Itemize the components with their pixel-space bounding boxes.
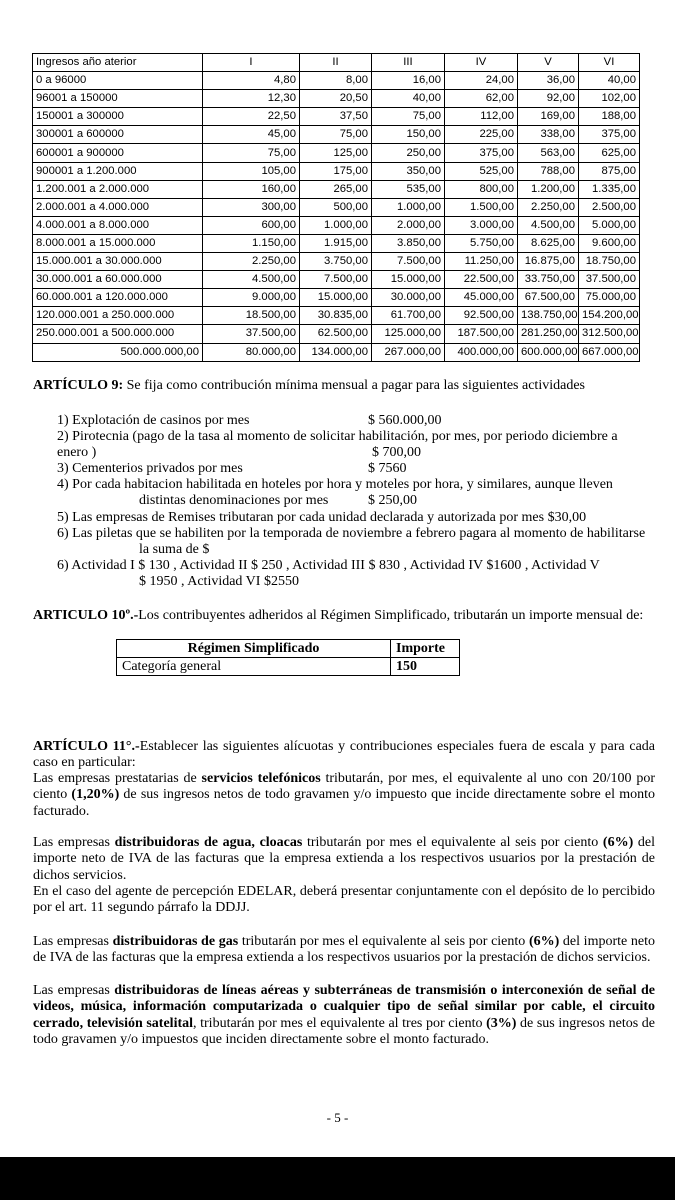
table-cell: 18.750,00	[579, 253, 640, 271]
table-cell: 1.200,00	[518, 180, 579, 198]
table-cell: 875,00	[579, 162, 640, 180]
article-10-text: Los contribuyentes adheridos al Régimen Simplificado, tributarán un importe mensual de:	[138, 608, 644, 623]
table-cell: 125.000,00	[372, 325, 445, 343]
table-header-cell: V	[518, 54, 579, 72]
table-cell: 16,00	[372, 72, 445, 90]
table-cell: 1.000,00	[372, 198, 445, 216]
text-run-bold: (6%)	[602, 835, 634, 850]
table-cell: 7.500,00	[372, 253, 445, 271]
table-cell: 1.915,00	[300, 234, 372, 252]
table-cell: 40,00	[579, 72, 640, 90]
table-cell: 12,30	[203, 90, 300, 108]
table-header-cell: Régimen Simplificado	[117, 640, 391, 658]
table-cell: 525,00	[445, 162, 518, 180]
table-cell: 500,00	[300, 198, 372, 216]
income-range-cell: 1.200.001 a 2.000.000	[33, 180, 203, 198]
table-header-row	[117, 640, 460, 658]
table-cell: 45,00	[203, 126, 300, 144]
table-cell: 8,00	[300, 72, 372, 90]
table-cell: 375,00	[445, 144, 518, 162]
table-cell: 20,50	[300, 90, 372, 108]
art9-item-2-cont: enero )	[57, 445, 97, 460]
table-cell: 563,00	[518, 144, 579, 162]
table-cell: 169,00	[518, 108, 579, 126]
art9-item-6: 6) Las piletas que se habiliten por la temporada de noviembre a febrero pagara al momento de habilitarse	[57, 526, 646, 541]
table-cell: 24,00	[445, 72, 518, 90]
table-cell: 600,00	[203, 216, 300, 234]
table-cell: 350,00	[372, 162, 445, 180]
table-cell: 102,00	[579, 90, 640, 108]
table-cell: 62.500,00	[300, 325, 372, 343]
income-range-cell: 30.000.001 a 60.000.000	[33, 271, 203, 289]
table-cell: 265,00	[300, 180, 372, 198]
table-cell: 3.000,00	[445, 216, 518, 234]
table-cell: 67.500,00	[518, 289, 579, 307]
page-number: - 5 -	[326, 1110, 349, 1125]
table-row	[33, 198, 640, 216]
table-row	[33, 72, 640, 90]
table-header-cell: Ingresos año aterior	[33, 54, 203, 72]
art11-paragraph-cable	[33, 983, 655, 1048]
table-cell: 160,00	[203, 180, 300, 198]
income-range-cell: 500.000.000,00	[33, 343, 203, 361]
art9-item-7: 6) Actividad I $ 130 , Actividad II $ 250 , Actividad III $ 830 , Actividad IV $1600 , Actividad V	[57, 558, 600, 573]
table-row	[33, 108, 640, 126]
text-run: de sus ingresos netos de todo gravamen y/o impuestos que inciden directamente sobre el monto facturado.	[33, 1015, 655, 1047]
art9-item-6-cont: la suma de $	[139, 542, 210, 557]
table-cell: 788,00	[518, 162, 579, 180]
table-header-cell: IV	[445, 54, 518, 72]
table-cell: 338,00	[518, 126, 579, 144]
table-row	[33, 216, 640, 234]
article-10-heading: ARTICULO 10º.-	[33, 608, 139, 623]
table-cell: 75,00	[203, 144, 300, 162]
article-9-intro	[33, 378, 585, 394]
text-run: , tributarán por mes el equivalente al tres por ciento	[193, 1015, 487, 1031]
income-range-cell: 250.000.001 a 500.000.000	[33, 325, 203, 343]
table-row	[33, 343, 640, 361]
table-cell: 125,00	[300, 144, 372, 162]
table-row	[33, 271, 640, 289]
text-run: Las empresas	[33, 983, 115, 998]
art9-item-4-cont: distintas denominaciones por mes	[139, 493, 329, 508]
table-cell: 36,00	[518, 72, 579, 90]
table-cell: 75,00	[372, 108, 445, 126]
article-9-heading: ARTÍCULO 9:	[33, 378, 124, 393]
table-header-cell: Importe	[391, 640, 460, 658]
table-row	[33, 234, 640, 252]
table-cell: 112,00	[445, 108, 518, 126]
table-cell: 535,00	[372, 180, 445, 198]
table-cell: 134.000,00	[300, 343, 372, 361]
income-range-cell: 60.000.001 a 120.000.000	[33, 289, 203, 307]
article-10	[33, 608, 643, 624]
table-cell: 175,00	[300, 162, 372, 180]
table-cell: 138.750,00	[518, 307, 579, 325]
table-cell: 2.250,00	[518, 198, 579, 216]
table-cell: 30.835,00	[300, 307, 372, 325]
table-cell: 18.500,00	[203, 307, 300, 325]
table-cell: 22,50	[203, 108, 300, 126]
art9-item-5: 5) Las empresas de Remises tributaran por cada unidad declarada y autorizada por mes $30,00	[57, 510, 587, 525]
table-cell: 1.500,00	[445, 198, 518, 216]
table-cell: 105,00	[203, 162, 300, 180]
text-run: tributarán, por mes, el equivalente al uno con 20/100 por ciento	[33, 771, 656, 803]
income-range-cell: 900001 a 1.200.000	[33, 162, 203, 180]
art9-item-3-amount: $ 7560	[368, 461, 407, 476]
art9-item-2: 2) Pirotecnia (pago de la tasa al momento de solicitar habilitación, por mes, por periodo diciembre a	[57, 429, 618, 444]
table-cell: 45.000,00	[445, 289, 518, 307]
text-run-bold: distribuidoras de líneas aéreas y subterráneas de transmisión o interconexión de señal de videos, música, información computarizada o cualquier tipo de señal similar por cable, el circuito cerrado, televisión satelital	[33, 983, 655, 1031]
income-range-cell: 0 a 96000	[33, 72, 203, 90]
table-cell: 16.875,00	[518, 253, 579, 271]
table-cell: 4.500,00	[518, 216, 579, 234]
table-cell: 8.625,00	[518, 234, 579, 252]
table-cell: 61.700,00	[372, 307, 445, 325]
art9-item-1-amount: $ 560.000,00	[368, 413, 442, 428]
table-cell: 187.500,00	[445, 325, 518, 343]
table-cell: 312.500,00	[579, 325, 640, 343]
table-cell: 1.335,00	[579, 180, 640, 198]
table-cell: 80.000,00	[203, 343, 300, 361]
table-cell: 7.500,00	[300, 271, 372, 289]
table-cell: 2.250,00	[203, 253, 300, 271]
table-cell: 75.000,00	[579, 289, 640, 307]
table-cell: 92,00	[518, 90, 579, 108]
income-range-cell: 150001 a 300000	[33, 108, 203, 126]
table-row	[33, 144, 640, 162]
table-cell: 1.000,00	[300, 216, 372, 234]
table-cell: 11.250,00	[445, 253, 518, 271]
income-range-cell: 4.000.001 a 8.000.000	[33, 216, 203, 234]
table-cell: 667.000,00	[579, 343, 640, 361]
art9-item-3: 3) Cementerios privados por mes	[57, 461, 243, 476]
table-cell: 2.500,00	[579, 198, 640, 216]
income-range-cell: 120.000.001 a 250.000.000	[33, 307, 203, 325]
table-cell: 15.000,00	[372, 271, 445, 289]
table-cell: 3.850,00	[372, 234, 445, 252]
income-range-cell: 8.000.001 a 15.000.000	[33, 234, 203, 252]
text-run-bold: distribuidoras de agua, cloacas	[114, 835, 303, 850]
income-range-cell: 600001 a 900000	[33, 144, 203, 162]
table-cell: 2.000,00	[372, 216, 445, 234]
table-cell: 375,00	[579, 126, 640, 144]
table-cell: 37.500,00	[579, 271, 640, 289]
income-range-cell: 2.000.001 a 4.000.000	[33, 198, 203, 216]
table-cell: 4,80	[203, 72, 300, 90]
table-cell: 188,00	[579, 108, 640, 126]
table-cell: 33.750,00	[518, 271, 579, 289]
table-cell: 225,00	[445, 126, 518, 144]
table-cell: 3.750,00	[300, 253, 372, 271]
table-cell: 267.000,00	[372, 343, 445, 361]
table-cell: 4.500,00	[203, 271, 300, 289]
art9-item-4: 4) Por cada habitacion habilitada en hoteles por hora y moteles por hora, y similares, aunque lleven	[57, 477, 613, 492]
table-cell: 92.500,00	[445, 307, 518, 325]
table-cell: 154.200,00	[579, 307, 640, 325]
table-cell: 37.500,00	[203, 325, 300, 343]
table-cell: 9.600,00	[579, 234, 640, 252]
table-row	[33, 126, 640, 144]
table-header-row	[33, 54, 640, 72]
table-cell: 62,00	[445, 90, 518, 108]
text-run: tributarán por mes el equivalente al seis por ciento	[302, 835, 603, 850]
table-cell: 22.500,00	[445, 271, 518, 289]
table-header-cell: III	[372, 54, 445, 72]
table-row	[33, 180, 640, 198]
table-cell: 281.250,00	[518, 325, 579, 343]
table-row	[33, 162, 640, 180]
table-cell: 1.150,00	[203, 234, 300, 252]
text-run-bold: distribuidoras de gas	[112, 934, 239, 949]
income-range-cell: 300001 a 600000	[33, 126, 203, 144]
table-cell: 40,00	[372, 90, 445, 108]
table-cell: 30.000,00	[372, 289, 445, 307]
table-row	[33, 289, 640, 307]
table-row	[117, 658, 460, 676]
article-11-intro	[33, 739, 655, 772]
table-cell: 150	[391, 658, 460, 676]
text-run: de sus ingresos netos de todo gravamen y/o impuesto que incide directamente sobre el monto facturado.	[33, 787, 655, 819]
art11-paragraph-gas	[33, 934, 655, 967]
text-run: Las empresas prestatarias de	[33, 771, 202, 786]
table-cell: 625,00	[579, 144, 640, 162]
text-run: tributarán por mes el equivalente al seis por ciento	[238, 934, 529, 949]
article-11-heading: ARTÍCULO 11°.-	[33, 739, 140, 754]
table-cell: 600.000,00	[518, 343, 579, 361]
table-cell: 75,00	[300, 126, 372, 144]
article-11-intro-text: Establecer las siguientes alícuotas y contribuciones especiales fuera de escala y para cada caso en particular:	[33, 739, 655, 771]
article-9-intro-text: Se fija como contribución mínima mensual a pagar para las siguientes actividades	[123, 378, 585, 393]
table-header-cell: II	[300, 54, 372, 72]
text-run-bold: (6%)	[528, 934, 560, 949]
regimen-simplificado-table	[116, 639, 460, 676]
table-header-cell: I	[203, 54, 300, 72]
table-row	[33, 90, 640, 108]
text-run: del importe neto de IVA de las facturas que la empresa extienda a los respectivos usuarios por la prestación de dichos servicios.	[33, 934, 655, 966]
table-cell: 300,00	[203, 198, 300, 216]
table-cell: Categoría general	[117, 658, 391, 676]
table-cell: 9.000,00	[203, 289, 300, 307]
text-run: Las empresas	[33, 835, 115, 850]
text-run: Las empresas	[33, 934, 113, 949]
table-row	[33, 253, 640, 271]
text-run: del importe neto de IVA de las facturas que la empresa extienda a los respectivos usuarios por la prestación de dichos servicios.	[33, 835, 655, 883]
table-cell: 15.000,00	[300, 289, 372, 307]
text-run-bold: (3%)	[486, 1015, 517, 1031]
table-row	[33, 325, 640, 343]
table-cell: 800,00	[445, 180, 518, 198]
art9-item-2-amount: $ 700,00	[372, 445, 421, 460]
table-cell: 250,00	[372, 144, 445, 162]
art11-paragraph-telephone	[33, 771, 655, 820]
text-run-bold: (1,20%)	[71, 787, 120, 803]
art9-item-4-amount: $ 250,00	[368, 493, 417, 508]
table-cell: 400.000,00	[445, 343, 518, 361]
art11-paragraph-water	[33, 835, 655, 884]
art9-item-7-cont: $ 1950 , Actividad VI $2550	[139, 574, 299, 589]
art9-item-1: 1) Explotación de casinos por mes	[57, 413, 250, 428]
tariff-table	[32, 53, 640, 362]
text-run-bold: servicios telefónicos	[201, 771, 321, 786]
table-header-cell: VI	[579, 54, 640, 72]
table-row	[33, 307, 640, 325]
table-cell: 5.000,00	[579, 216, 640, 234]
table-cell: 5.750,00	[445, 234, 518, 252]
table-cell: 37,50	[300, 108, 372, 126]
art11-paragraph-edelar: En el caso del agente de percepción EDELAR, deberá presentar conjuntamente con el depósito de lo percibido por el art. 11 segundo párrafo la DDJJ.	[33, 884, 655, 916]
income-range-cell: 96001 a 150000	[33, 90, 203, 108]
screen-bottom-bar	[0, 1157, 675, 1200]
table-cell: 150,00	[372, 126, 445, 144]
income-range-cell: 15.000.001 a 30.000.000	[33, 253, 203, 271]
